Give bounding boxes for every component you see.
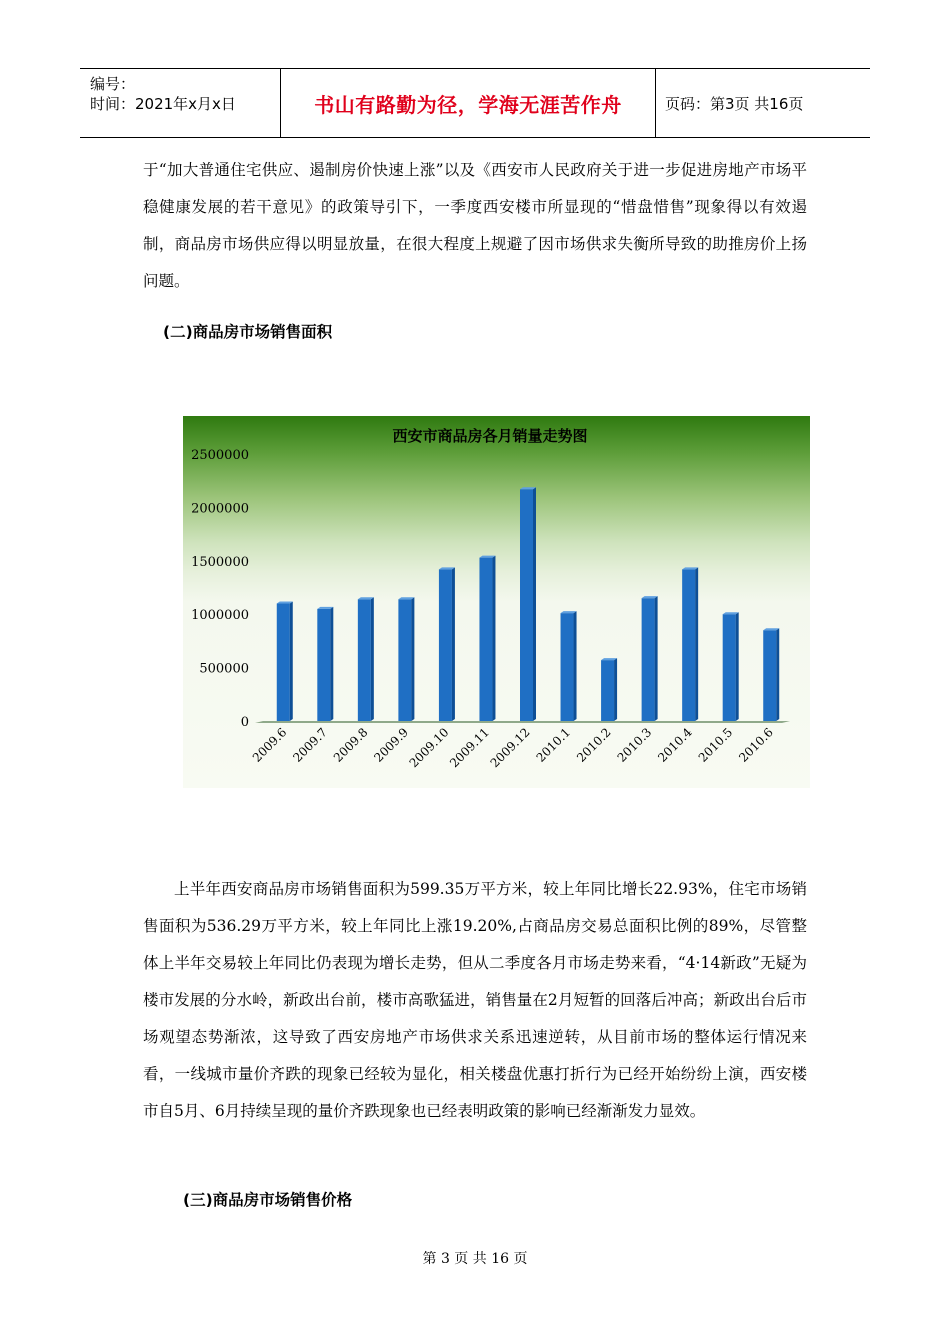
x-tick-label: 2010.6 [736, 725, 776, 765]
x-tick-label: 2009.10 [406, 725, 452, 771]
bar [520, 487, 536, 721]
page-footer: 第 3 页 共 16 页 [422, 1251, 528, 1267]
x-tick-label: 2009.12 [487, 725, 533, 771]
section-heading-sales-area: (二)商品房市场销售面积 [163, 323, 333, 341]
y-tick-label: 2500000 [191, 448, 249, 463]
bar [277, 602, 293, 721]
x-tick-label: 2009.8 [330, 725, 371, 765]
y-tick-label: 2000000 [191, 501, 249, 517]
header-meta [80, 69, 280, 137]
x-tick-label: 2010.5 [695, 725, 736, 765]
x-tick-label: 2009.6 [249, 725, 290, 765]
page-header [80, 68, 870, 138]
paragraph-policy: 于“加大普通住宅供应、遏制房价快速上涨”以及《西安市人民政府关于进一步促进房地产市场平稳健康发展的若干意见》的政策导引下，一季度西安楼市所显现的“惜盘惜售”现象得以有效遏制，商品房市场供应得以明显放量，在很大程度上规避了因市场供求失衡所导致的助推房价上扬问题。 [143, 161, 807, 290]
x-axis [250, 725, 776, 770]
paragraph-sales-area: 上半年西安商品房市场销售面积为599.35万平方米，较上年同比增长22.93%，住宅市场销售面积为536.29万平方米，较上年同比上涨19.20%,占商品房交易总面积比例的89%，尽管整体上半年交易较上年同比仍表现为增长走势，但从二季度各月市场走势来看，“4·14新政”无疑为楼市发展的分水岭，新政出台前，楼市高歌猛进，销售量在2月短暂的回落后冲高；新政出台后市场观望态势渐浓，这导致了西安房地产市场供求关系迅速逆转，从目前市场的整体运行情况来看，一线城市量价齐跌的现象已经较为显化，相关楼盘优惠打折行为已经开始纷纷上演，西安楼市自5月、6月持续呈现的量价齐跌现象也已经表明政策的影响已经渐渐发力显效。 [143, 880, 807, 1120]
bar [439, 567, 455, 721]
x-axis-floor [255, 721, 790, 723]
y-tick-label: 0 [240, 715, 249, 730]
sales-chart-svg [183, 416, 810, 788]
bar [642, 596, 658, 721]
bar-series [277, 487, 779, 721]
bar [561, 611, 577, 721]
x-tick-label: 2009.7 [290, 725, 330, 765]
x-tick-label: 2009.11 [447, 725, 493, 771]
bar [479, 556, 495, 721]
section-heading-sales-price: (三)商品房市场销售价格 [183, 1191, 353, 1209]
bar [763, 628, 779, 721]
x-tick-label: 2010.2 [574, 725, 614, 765]
y-tick-label: 1000000 [191, 608, 249, 624]
bar [398, 597, 414, 721]
x-tick-label: 2009.9 [371, 725, 412, 765]
time-label: 时间：2021年x月x日 [90, 95, 236, 113]
bar [358, 597, 374, 721]
bar [317, 607, 333, 721]
chart-title: 西安市商品房各月销量走势图 [392, 427, 588, 445]
bar [601, 658, 617, 721]
bar [682, 567, 698, 721]
bar [723, 612, 739, 721]
page-label: 页码：第3页 共16页 [665, 94, 804, 113]
sales-chart [183, 416, 810, 788]
x-tick-label: 2010.3 [614, 725, 655, 765]
x-tick-label: 2010.1 [533, 725, 574, 765]
y-tick-label: 1500000 [191, 554, 249, 570]
x-tick-label: 2010.4 [655, 725, 695, 765]
number-label: 编号： [90, 75, 136, 93]
y-tick-label: 500000 [199, 661, 249, 677]
header-motto: 书山有路勤为径，学海无涯苦作舟 [280, 69, 656, 137]
